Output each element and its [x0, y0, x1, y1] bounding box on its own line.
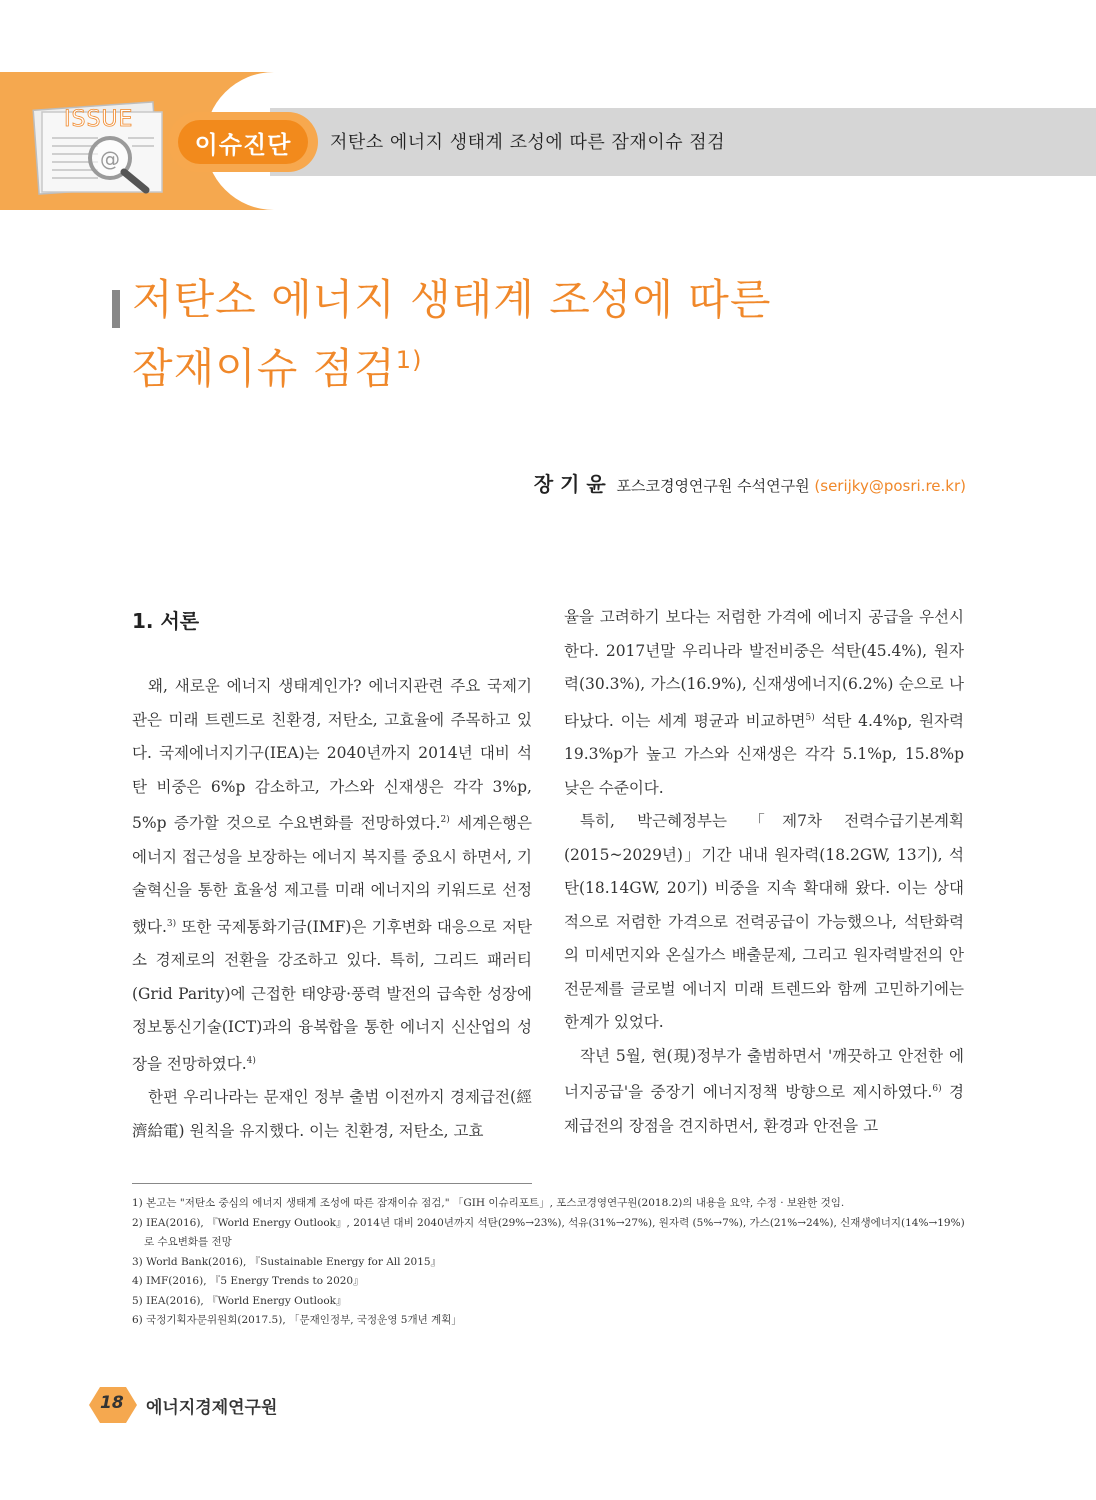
right-paragraph-1 — [564, 601, 964, 805]
author-name: 장 기 윤 — [533, 472, 606, 496]
section-tag: 이슈진단 — [178, 120, 308, 164]
text-span: 왜, 새로운 에너지 생태계인가? 에너지관련 주요 국제기관은 미래 트렌드로 친환경, 저탄소, 고효율에 주목하고 있다. 국제에너지기구(IEA)는 2040년까지 2014년 대비 석탄 비중은 6%p 감소하고, 가스와 신재생은 각각 3%p, 5%p 증가할 것으로 수요변화를 전망하였다. — [132, 677, 532, 833]
title-footnote-ref: 1) — [395, 346, 423, 374]
footnote-item: 2) IEA(2016), 『World Energy Outlook』, 2014년 대비 2040년까지 석탄(29%→23%), 석유(31%→27%), 원자력 (5%→7%), 가스(21%→24%), 신재생에너지(14%→19%)로 수요변화를 전망 — [132, 1216, 965, 1248]
right-column — [564, 601, 964, 1143]
author-line — [534, 468, 966, 497]
footnote-item: 6) 국정기획자문위원회(2017.5), 「문재인정부, 국정운영 5개년 계획」 — [132, 1314, 462, 1326]
text-span: 석탄 4.4%p, 원자력 19.3%p가 높고 가스와 신재생은 각각 5.1%p, 15.8%p 낮은 수준이다. — [564, 711, 964, 797]
footnote-ref: 6) — [932, 1084, 942, 1095]
svg-text:@: @ — [100, 147, 120, 171]
footnote-ref: 3) — [166, 918, 177, 929]
right-paragraph-3 — [564, 1040, 964, 1144]
left-paragraph-1 — [132, 670, 532, 1081]
text-span: 또한 국제통화기금(IMF)은 기후변화 대응으로 저탄소 경제로의 전환을 강조하고 있다. 특히, 그리드 패러티(Grid Parity)에 근접한 태양광·풍력 발전의 급속한 성장에 정보통신기술(ICT)과의 융복합을 통한 에너지 신산업의 성장을 전망하였다. — [132, 917, 532, 1073]
issue-label: ISSUE — [64, 107, 134, 132]
footnote-item: 1) 본고는 "저탄소 중심의 에너지 생태계 조성에 따른 잠재이슈 점검," 「GIH 이슈리포트」, 포스코경영연구원(2018.2)의 내용을 요약, 수정 · 보완한 것임. — [132, 1197, 845, 1209]
footnote-item: 3) World Bank(2016), 『Sustainable Energy for All 2015』 — [132, 1255, 442, 1268]
footnote-ref: 4) — [246, 1055, 256, 1066]
text-span: 율을 고려하기 보다는 저렴한 가격에 에너지 공급을 우선시 한다. 2017년말 우리나라 발전비중은 석탄(45.4%), 원자력(30.3%), 가스(16.9%), 신재생에너지(6.2%) 순으로 나타났다. 이는 세계 평균과 비교하면 — [564, 608, 964, 730]
footnote-ref: 2) — [440, 815, 450, 825]
section-heading: 1. 서론 — [132, 609, 200, 633]
author-affiliation: 포스코경영연구원 수석연구원 — [616, 477, 810, 495]
text-span: 경제급전의 장점을 견지하면서, 환경과 안전을 고 — [564, 1083, 965, 1135]
footnote-item: 4) IMF(2016), 『5 Energy Trends to 2020』 — [132, 1275, 364, 1287]
text-span: 작년 5월, 현(現)정부가 출범하면서 '깨끗하고 안전한 에너지공급'을 중장기 에너지정책 방향으로 제시하였다. — [564, 1046, 964, 1102]
author-email: (serijky@posri.re.kr) — [814, 477, 966, 495]
publisher-name: 에너지경제연구원 — [146, 1398, 278, 1418]
header-subtitle: 저탄소 에너지 생태계 조성에 따른 잠재이슈 점검 — [330, 132, 726, 153]
article-title — [132, 270, 771, 399]
right-paragraph-2: 특히, 박근혜정부는 「제7차 전력수급기본계획(2015~2029년)」기간 내내 원자력(18.2GW, 13기), 석탄(18.14GW, 20기) 비중을 지속 확대해 왔다. 이는 상대적으로 저렴한 가격으로 전력공급이 가능했으나, 석탄화력의 미세먼지와 온실가스 배출문제, 그리고 원자력발전의 안전문제를 글로벌 에너지 미래 트렌드와 함께 고민하기에는 한계가 있었다. — [564, 812, 964, 1032]
page-number: 18 — [100, 1393, 124, 1413]
title-marker-bar — [112, 290, 120, 328]
footnotes — [132, 1194, 968, 1331]
article-title-line1: 저탄소 에너지 생태계 조성에 따른 — [132, 275, 772, 324]
footnote-divider — [132, 1183, 532, 1184]
left-paragraph-2: 한편 우리나라는 문재인 정부 출범 이전까지 경제급전(經濟給電) 원칙을 유지했다. 이는 친환경, 저탄소, 고효 — [132, 1088, 532, 1140]
text-span: 세계은행은 에너지 접근성을 보장하는 에너지 복지를 중요시 하면서, 기술혁신을 통한 효율성 제고를 미래 에너지의 키워드로 선정했다. — [132, 814, 533, 936]
issue-newspaper-magnifier-icon — [28, 88, 188, 198]
footnote-item: 5) IEA(2016), 『World Energy Outlook』 — [132, 1294, 347, 1307]
left-column — [132, 670, 532, 1148]
footnote-ref: 5) — [805, 712, 815, 723]
article-title-line2: 잠재이슈 점검 — [132, 344, 396, 393]
